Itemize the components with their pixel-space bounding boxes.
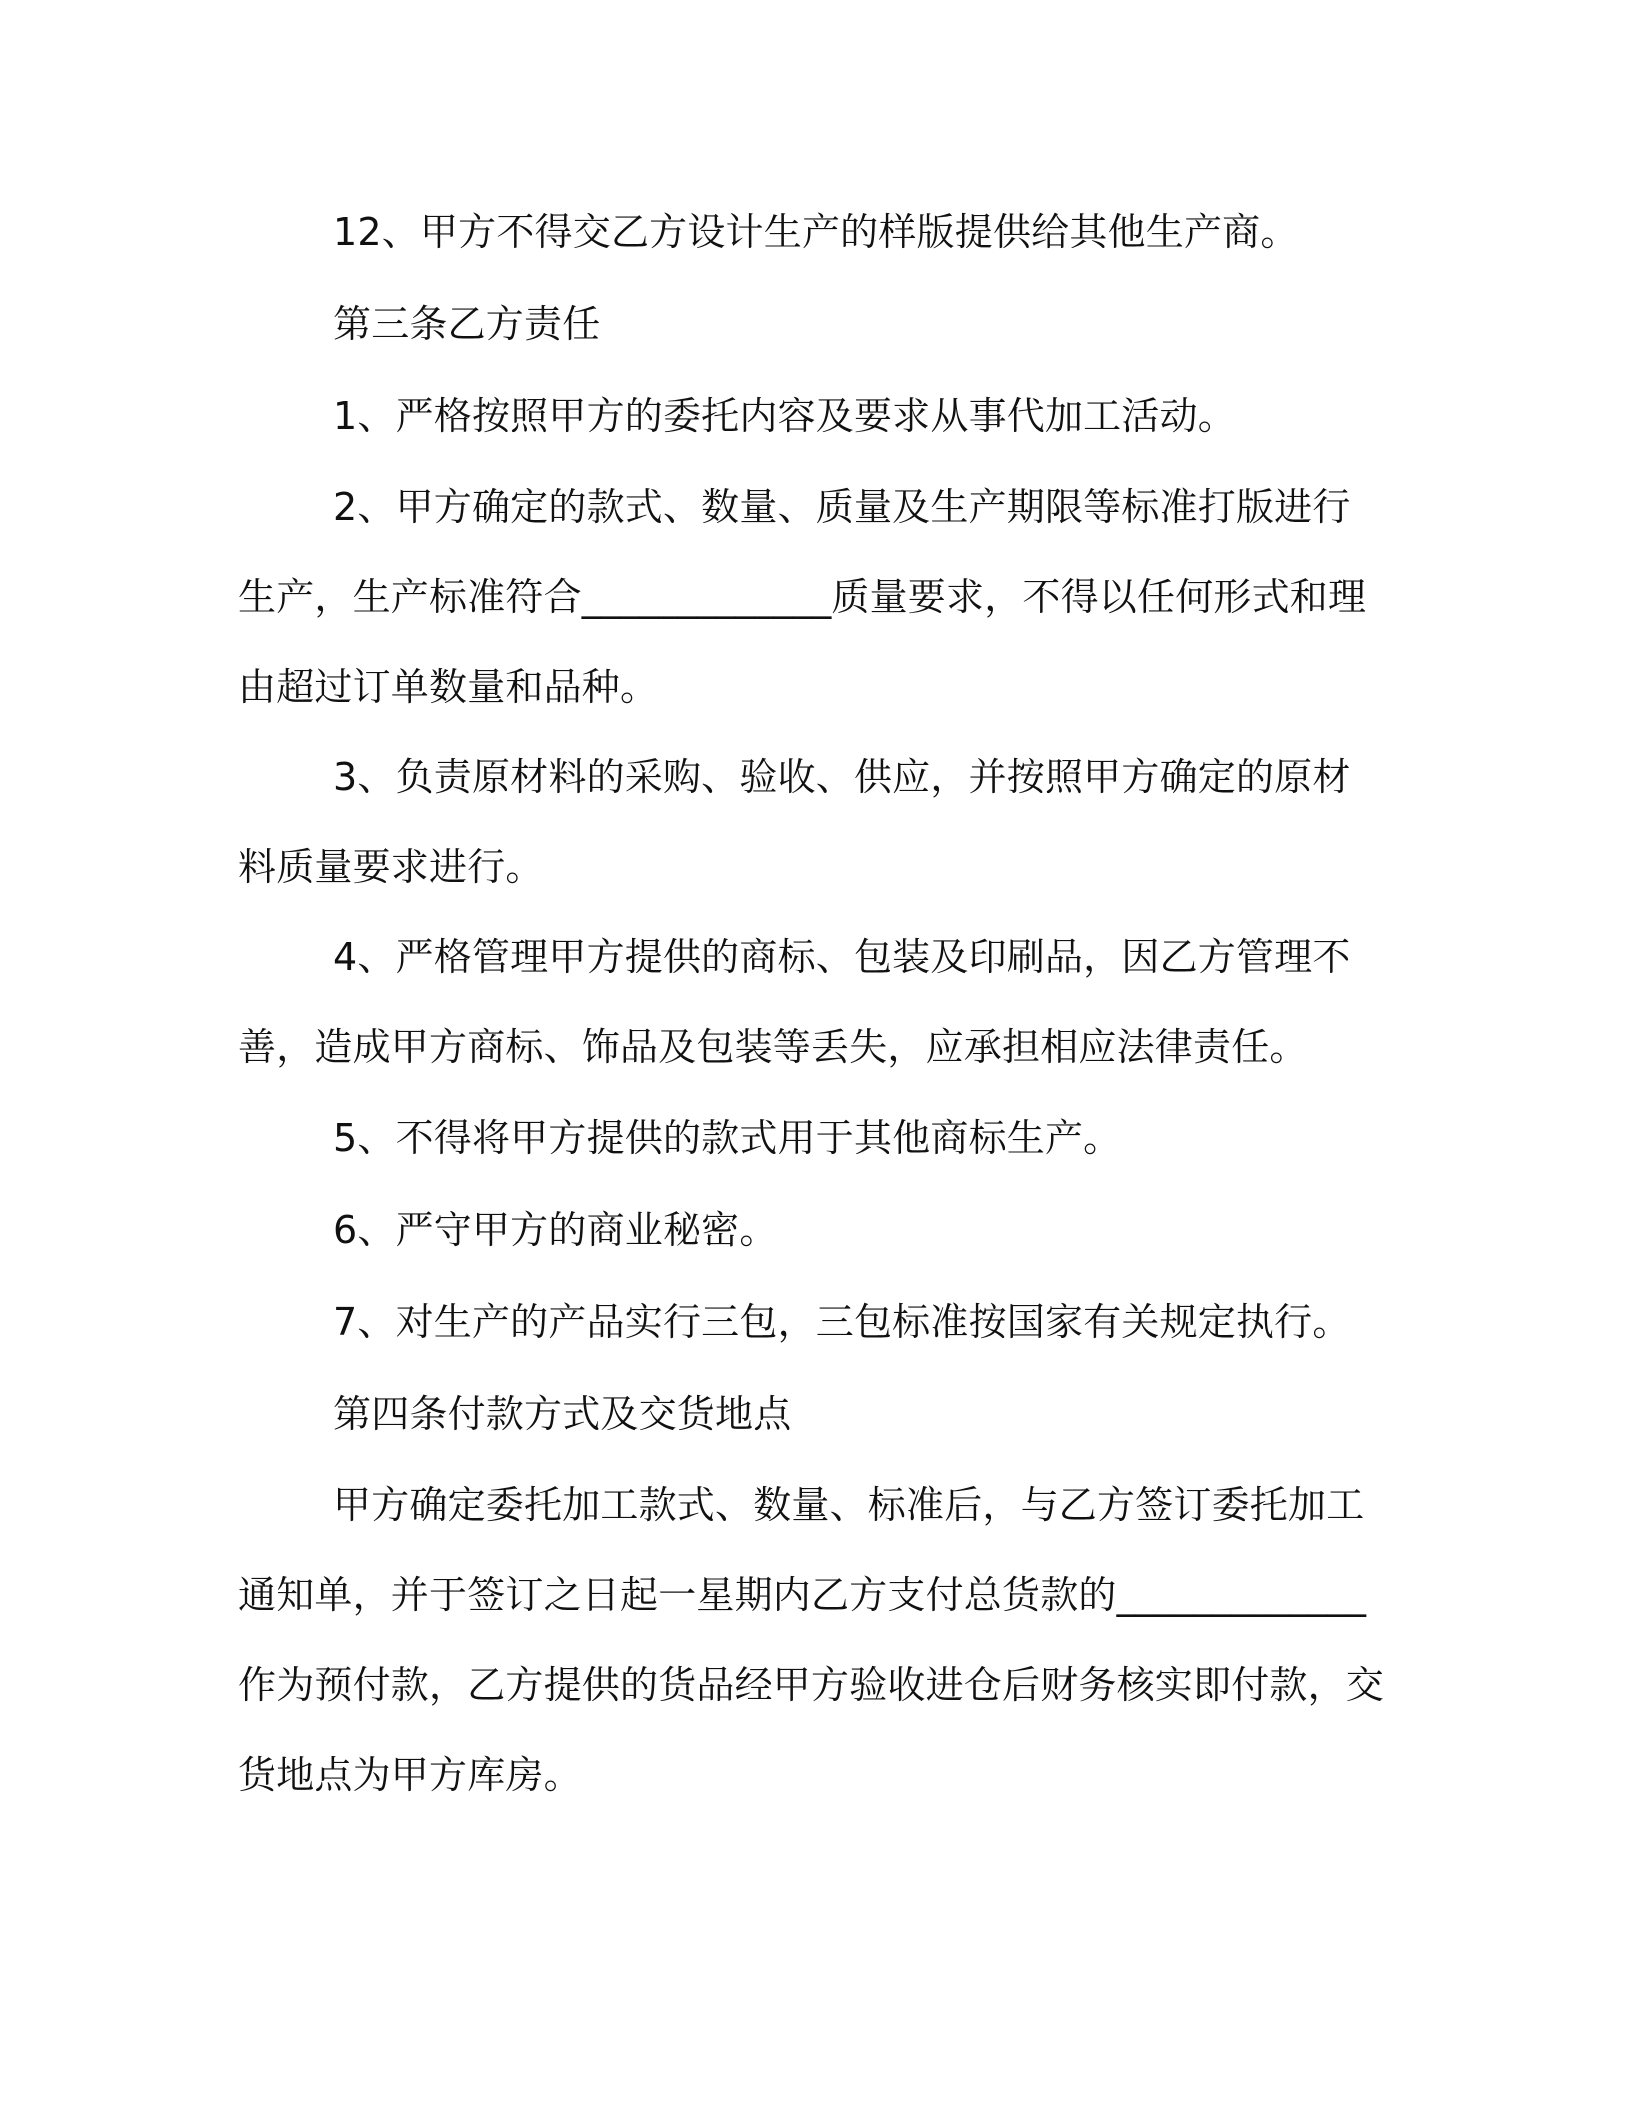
party-b-clause-3: 3、负责原材料的采购、验收、供应，并按照甲方确定的原材料质量要求进行。 bbox=[238, 755, 1351, 889]
document-body bbox=[238, 186, 1388, 1820]
payment-delivery-paragraph: 甲方确定委托加工款式、数量、标准后，与乙方签订委托加工通知单，并于签订之日起一星期内乙方支付总货款的_____________作为预付款，乙方提供的货品经甲方验收进仓后财务核实即付款，交货地点为甲方库房。 bbox=[238, 1483, 1385, 1797]
section-heading-payment-delivery: 第四条付款方式及交货地点 bbox=[333, 1392, 792, 1436]
party-b-clause-6: 6、严守甲方的商业秘密。 bbox=[333, 1208, 778, 1252]
party-b-clause-4: 4、严格管理甲方提供的商标、包装及印刷品，因乙方管理不善，造成甲方商标、饰品及包装等丢失，应承担相应法律责任。 bbox=[238, 935, 1351, 1069]
party-b-clause-7: 7、对生产的产品实行三包，三包标准按国家有关规定执行。 bbox=[333, 1300, 1351, 1344]
party-b-clause-5: 5、不得将甲方提供的款式用于其他商标生产。 bbox=[333, 1116, 1122, 1160]
party-b-clause-1: 1、严格按照甲方的委托内容及要求从事代加工活动。 bbox=[333, 394, 1236, 438]
section-heading-party-b-responsibilities: 第三条乙方责任 bbox=[333, 302, 601, 346]
clause-12-paragraph: 12、甲方不得交乙方设计生产的样版提供给其他生产商。 bbox=[333, 210, 1299, 254]
party-b-clause-2: 2、甲方确定的款式、数量、质量及生产期限等标准打版进行生产，生产标准符合_____________质量要求，不得以任何形式和理由超过订单数量和品种。 bbox=[238, 485, 1367, 709]
